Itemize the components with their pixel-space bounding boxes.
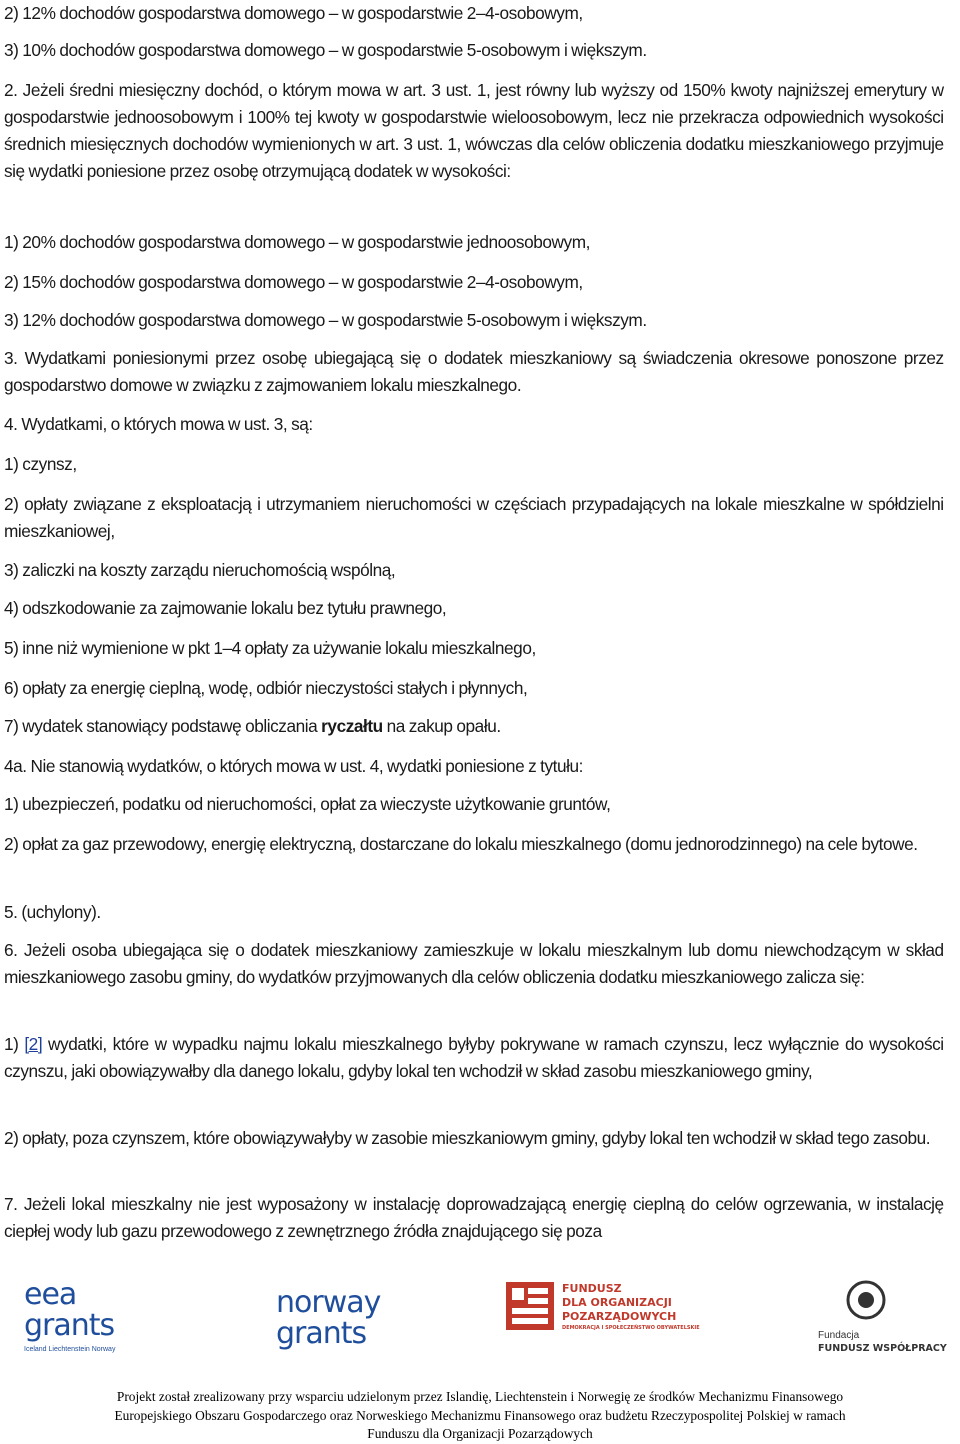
paragraph: 5) inne niż wymienione w pkt 1–4 opłaty za używanie lokalu mieszkalnego, <box>4 638 536 658</box>
text: 1) <box>4 1034 25 1054</box>
paragraph: 4. Wydatkami, o których mowa w ust. 3, są: <box>4 414 313 434</box>
paragraph: 3) 12% dochodów gospodarstwa domowego – w gospodarstwie 5-osobowym i większym. <box>4 310 647 330</box>
paragraph: 6. Jeżeli osoba ubiegająca się o dodatek mieszkaniowy zamieszkuje w lokalu mieszkalnym lub domu niewchodzącym w skład mieszkaniowego zasobu gminy, do wydatków przyjmowanych dla celów obliczenia dodatku mieszkaniowego zalicza się: <box>4 940 944 987</box>
paragraph <box>4 713 944 740</box>
paragraph: 1) 20% dochodów gospodarstwa domowego – w gospodarstwie jednoosobowym, <box>4 232 590 252</box>
paragraph: 3) zaliczki na koszty zarządu nieruchomością wspólną, <box>4 560 396 580</box>
fdop-emblem-icon <box>506 1282 554 1330</box>
logo-text: DLA ORGANIZACJI <box>562 1296 672 1309</box>
footer-note <box>0 1388 960 1444</box>
footer-line: Funduszu dla Organizacji Pozarządowych <box>367 1426 593 1441</box>
paragraph: 3) 10% dochodów gospodarstwa domowego – w gospodarstwie 5-osobowym i większym. <box>4 40 647 60</box>
paragraph: 5. (uchylony). <box>4 902 101 922</box>
paragraph: 3. Wydatkami poniesionymi przez osobę ubiegającą się o dodatek mieszkaniowy są świadczenia okresowe ponoszone przez gospodarstwo domowe w związku z zajmowaniem lokalu mieszkalnego. <box>4 348 944 395</box>
text: wydatki, które w wypadku najmu lokalu mieszkalnego byłyby pokrywane w ramach czynszu, lecz wyłącznie do wysokości czynszu, jaki obowiązywałby dla danego lokalu, gdyby lokal ten wchodził w skład zasobu mieszkaniowego gminy, <box>4 1034 944 1081</box>
logo-text: grants <box>276 1316 367 1351</box>
norway-grants-logo <box>276 1285 406 1358</box>
logo-text: Fundacja <box>818 1330 860 1341</box>
paragraph: 2) 12% dochodów gospodarstwa domowego – w gospodarstwie 2–4-osobowym, <box>4 3 583 23</box>
logo-text: FUNDUSZ WSPÓŁPRACY <box>818 1343 947 1354</box>
paragraph: 7. Jeżeli lokal mieszkalny nie jest wyposażony w instalację doprowadzającą energię cieplną do celów ogrzewania, w instalację ciepłej wody lub gazu przewodowego z zewnętrznego źródła znajdującego się poza <box>4 1194 944 1241</box>
text: 7) wydatek stanowiący podstawę obliczania <box>4 716 322 736</box>
logo-text: norway <box>276 1285 381 1320</box>
paragraph: 6) opłaty za energię cieplną, wodę, odbiór nieczystości stałych i płynnych, <box>4 678 528 698</box>
paragraph <box>4 1031 944 1085</box>
bold-term: ryczałtu <box>321 716 383 736</box>
eea-grants-logo <box>24 1277 134 1360</box>
fdop-logo <box>506 1282 700 1352</box>
footer-line: Projekt został zrealizowany przy wsparciu udzielonym przez Islandię, Liechtenstein i Norwegię ze środków Mechanizmu Finansowego <box>116 1389 844 1404</box>
fws-emblem-icon <box>846 1280 886 1324</box>
logo-text: FUNDUSZ <box>562 1282 622 1295</box>
paragraph: 2. Jeżeli średni miesięczny dochód, o którym mowa w art. 3 ust. 1, jest równy lub wyższy od 150% kwoty najniższej emerytury w gospodarstwie jednoosobowym i 100% tej kwoty w gospodarstwie wieloosobowym, lecz nie przekracza odpowiednich wysokości średnich miesięcznych dochodów wymienionych w art. 3 ust. 1, wówczas dla celów obliczenia dodatku mieszkaniowego przyjmuje się wydatki poniesione przez osobę otrzymującą dodatek w wysokości: <box>4 80 944 181</box>
logo-subtitle: DEMOKRACJA I SPOŁECZEŃSTWO OBYWATELSKIE <box>562 1325 700 1331</box>
fundusz-wspolpracy-logo <box>816 1280 956 1360</box>
logo-text: eea <box>24 1277 77 1312</box>
text: na zakup opału. <box>382 716 501 736</box>
paragraph: 2) opłat za gaz przewodowy, energię elektryczną, dostarczane do lokalu mieszkalnego (domu jednorodzinnego) na cele bytowe. <box>4 834 918 854</box>
paragraph: 1) czynsz, <box>4 454 77 474</box>
paragraph: 2) 15% dochodów gospodarstwa domowego – w gospodarstwie 2–4-osobowym, <box>4 272 583 292</box>
footnote-link[interactable]: [2] <box>24 1034 43 1054</box>
logo-subtitle: Iceland Liechtenstein Norway <box>24 1346 116 1353</box>
footer-line: Europejskiego Obszaru Gospodarczego oraz Norweskiego Mechanizmu Finansowego oraz budżetu Rzeczypospolitej Polskiej w ramach <box>114 1407 846 1423</box>
logo-text: grants <box>24 1308 115 1343</box>
paragraph: 4a. Nie stanowią wydatków, o których mowa w ust. 4, wydatki poniesione z tytułu: <box>4 756 583 776</box>
paragraph: 2) opłaty, poza czynszem, które obowiązywałyby w zasobie mieszkaniowym gminy, gdyby lokal ten wchodził w skład tego zasobu. <box>4 1128 931 1148</box>
paragraph: 1) ubezpieczeń, podatku od nieruchomości, opłat za wieczyste użytkowanie gruntów, <box>4 794 611 814</box>
paragraph: 2) opłaty związane z eksploatacją i utrzymaniem nieruchomości w częściach przypadających na lokale mieszkalne w spółdzielni mieszkaniowej, <box>4 494 944 541</box>
paragraph: 4) odszkodowanie za zajmowanie lokalu bez tytułu prawnego, <box>4 598 447 618</box>
sponsor-logos <box>0 1276 960 1376</box>
logo-text: POZARZĄDOWYCH <box>562 1310 677 1323</box>
